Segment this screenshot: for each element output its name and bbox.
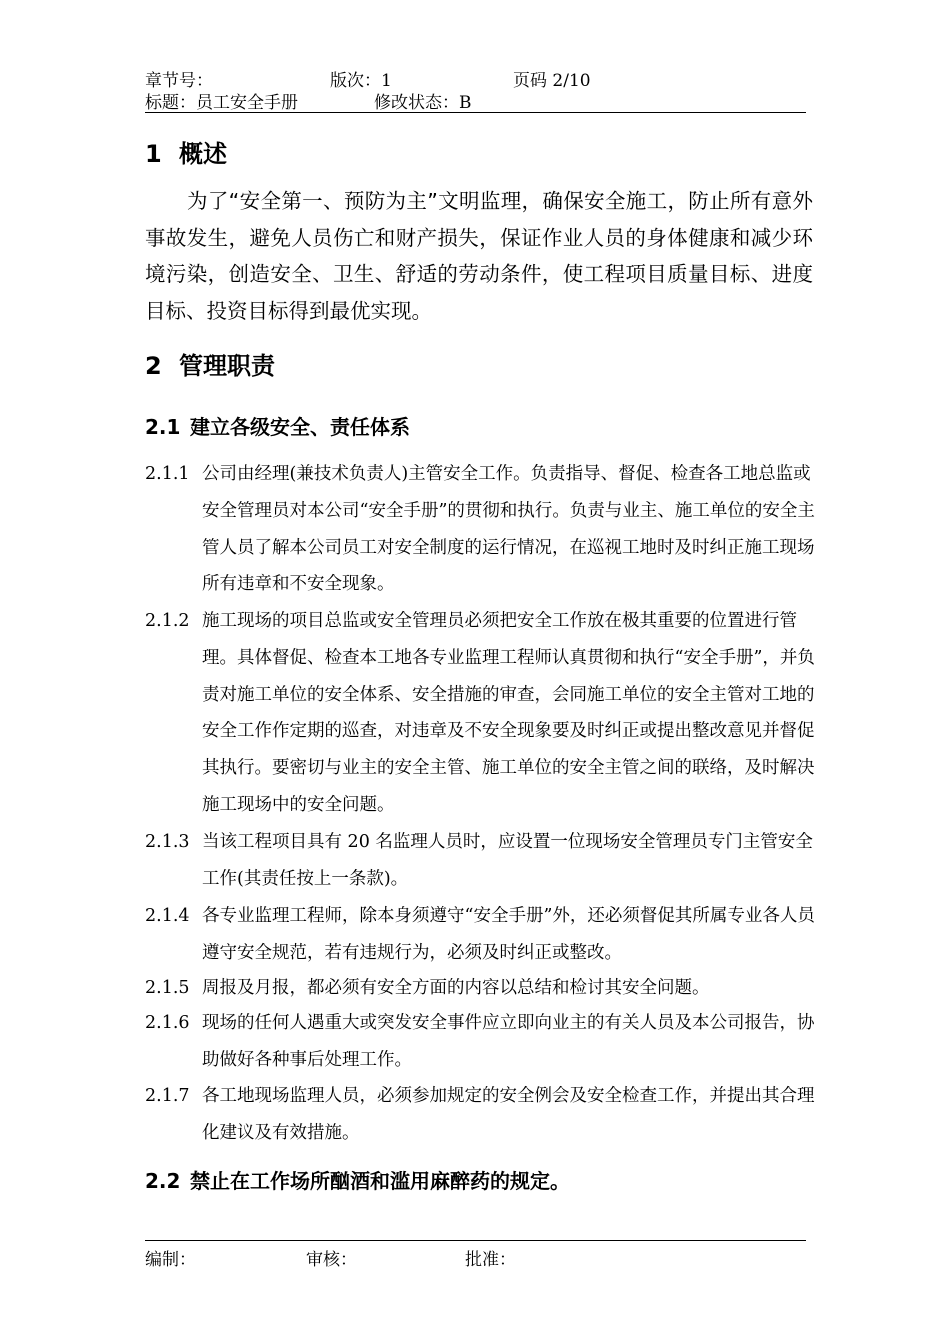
section-2-heading [145, 346, 275, 381]
footer-reviewed: 审核： [306, 1250, 357, 1270]
subsection-2-2-number: 2.2 [145, 1169, 181, 1193]
footer-prepared: 编制： [145, 1250, 196, 1270]
section-1-heading [145, 134, 227, 169]
header-title: 标题：员工安全手册 [145, 93, 298, 113]
clause-2-1-2 [145, 603, 825, 824]
clause-2-1-7 [145, 1078, 825, 1152]
clause-number: 2.1.2 [145, 611, 190, 631]
section-1-number: 1 [145, 140, 162, 168]
clause-text: 各工地现场监理人员，必须参加规定的安全例会及安全检查工作，并提出其合理化建议及有效措施。 [202, 1086, 815, 1143]
clause-number: 2.1.3 [145, 832, 190, 852]
header-chapter: 章节号： [145, 71, 213, 91]
subsection-2-2-heading [145, 1165, 570, 1194]
section-2-title: 管理职责 [179, 352, 275, 380]
clause-number: 2.1.5 [145, 978, 190, 998]
clause-number: 2.1.6 [145, 1013, 190, 1033]
section-2-number: 2 [145, 352, 162, 380]
subsection-2-1-title: 建立各级安全、责任体系 [190, 415, 410, 439]
clause-text: 各专业监理工程师，除本身须遵守“安全手册”外，还必须督促其所属专业各人员遵守安全规范，若有违规行为，必须及时纠正或整改。 [202, 906, 815, 963]
clause-2-1-4 [145, 898, 825, 972]
header-version: 版次：1 [330, 71, 392, 91]
clause-2-1-6 [145, 1005, 825, 1079]
clause-number: 2.1.4 [145, 906, 190, 926]
header-page: 页码 2/10 [513, 71, 591, 91]
section-1-paragraph: 为了“安全第一、预防为主”文明监理，确保安全施工，防止所有意外事故发生，避免人员伤亡和财产损失，保证作业人员的身体健康和减少环境污染，创造安全、卫生、舒适的劳动条件，使工程项目质量目标、进度目标、投资目标得到最优实现。 [145, 189, 813, 323]
subsection-2-1-number: 2.1 [145, 415, 181, 439]
section-1-title: 概述 [179, 140, 227, 168]
header-revision: 修改状态：B [374, 93, 472, 113]
subsection-2-1-heading [145, 411, 410, 440]
clause-2-1-3 [145, 824, 825, 898]
clause-text: 现场的任何人遇重大或突发安全事件应立即向业主的有关人员及本公司报告，协助做好各种事后处理工作。 [202, 1013, 815, 1070]
subsection-2-2-title: 禁止在工作场所酗酒和滥用麻醉药的规定。 [190, 1169, 570, 1193]
clause-number: 2.1.7 [145, 1086, 190, 1106]
clause-2-1-5 [145, 970, 825, 1007]
header-rule [145, 112, 806, 113]
clause-number: 2.1.1 [145, 464, 190, 484]
footer-rule [145, 1240, 806, 1241]
footer-approved: 批准： [465, 1250, 516, 1270]
clause-text: 当该工程项目具有 20 名监理人员时，应设置一位现场安全管理员专门主管安全工作(其责任按上一条款)。 [202, 832, 813, 889]
clause-text: 施工现场的项目总监或安全管理员必须把安全工作放在极其重要的位置进行管理。具体督促、检查本工地各专业监理工程师认真贯彻和执行“安全手册”，并负责对施工单位的安全体系、安全措施的审查，会同施工单位的安全主管对工地的安全工作作定期的巡查，对违章及不安全现象要及时纠正或提出整改意见并督促其执行。要密切与业主的安全主管、施工单位的安全主管之间的联络，及时解决施工现场中的安全问题。 [202, 611, 815, 815]
clause-2-1-1 [145, 456, 825, 603]
clause-text: 公司由经理(兼技术负责人)主管安全工作。负责指导、督促、检查各工地总监或安全管理员对本公司“安全手册”的贯彻和执行。负责与业主、施工单位的安全主管人员了解本公司员工对安全制度的运行情况，在巡视工地时及时纠正施工现场所有违章和不安全现象。 [202, 464, 815, 595]
clause-text: 周报及月报，都必须有安全方面的内容以总结和检讨其安全问题。 [202, 978, 710, 998]
